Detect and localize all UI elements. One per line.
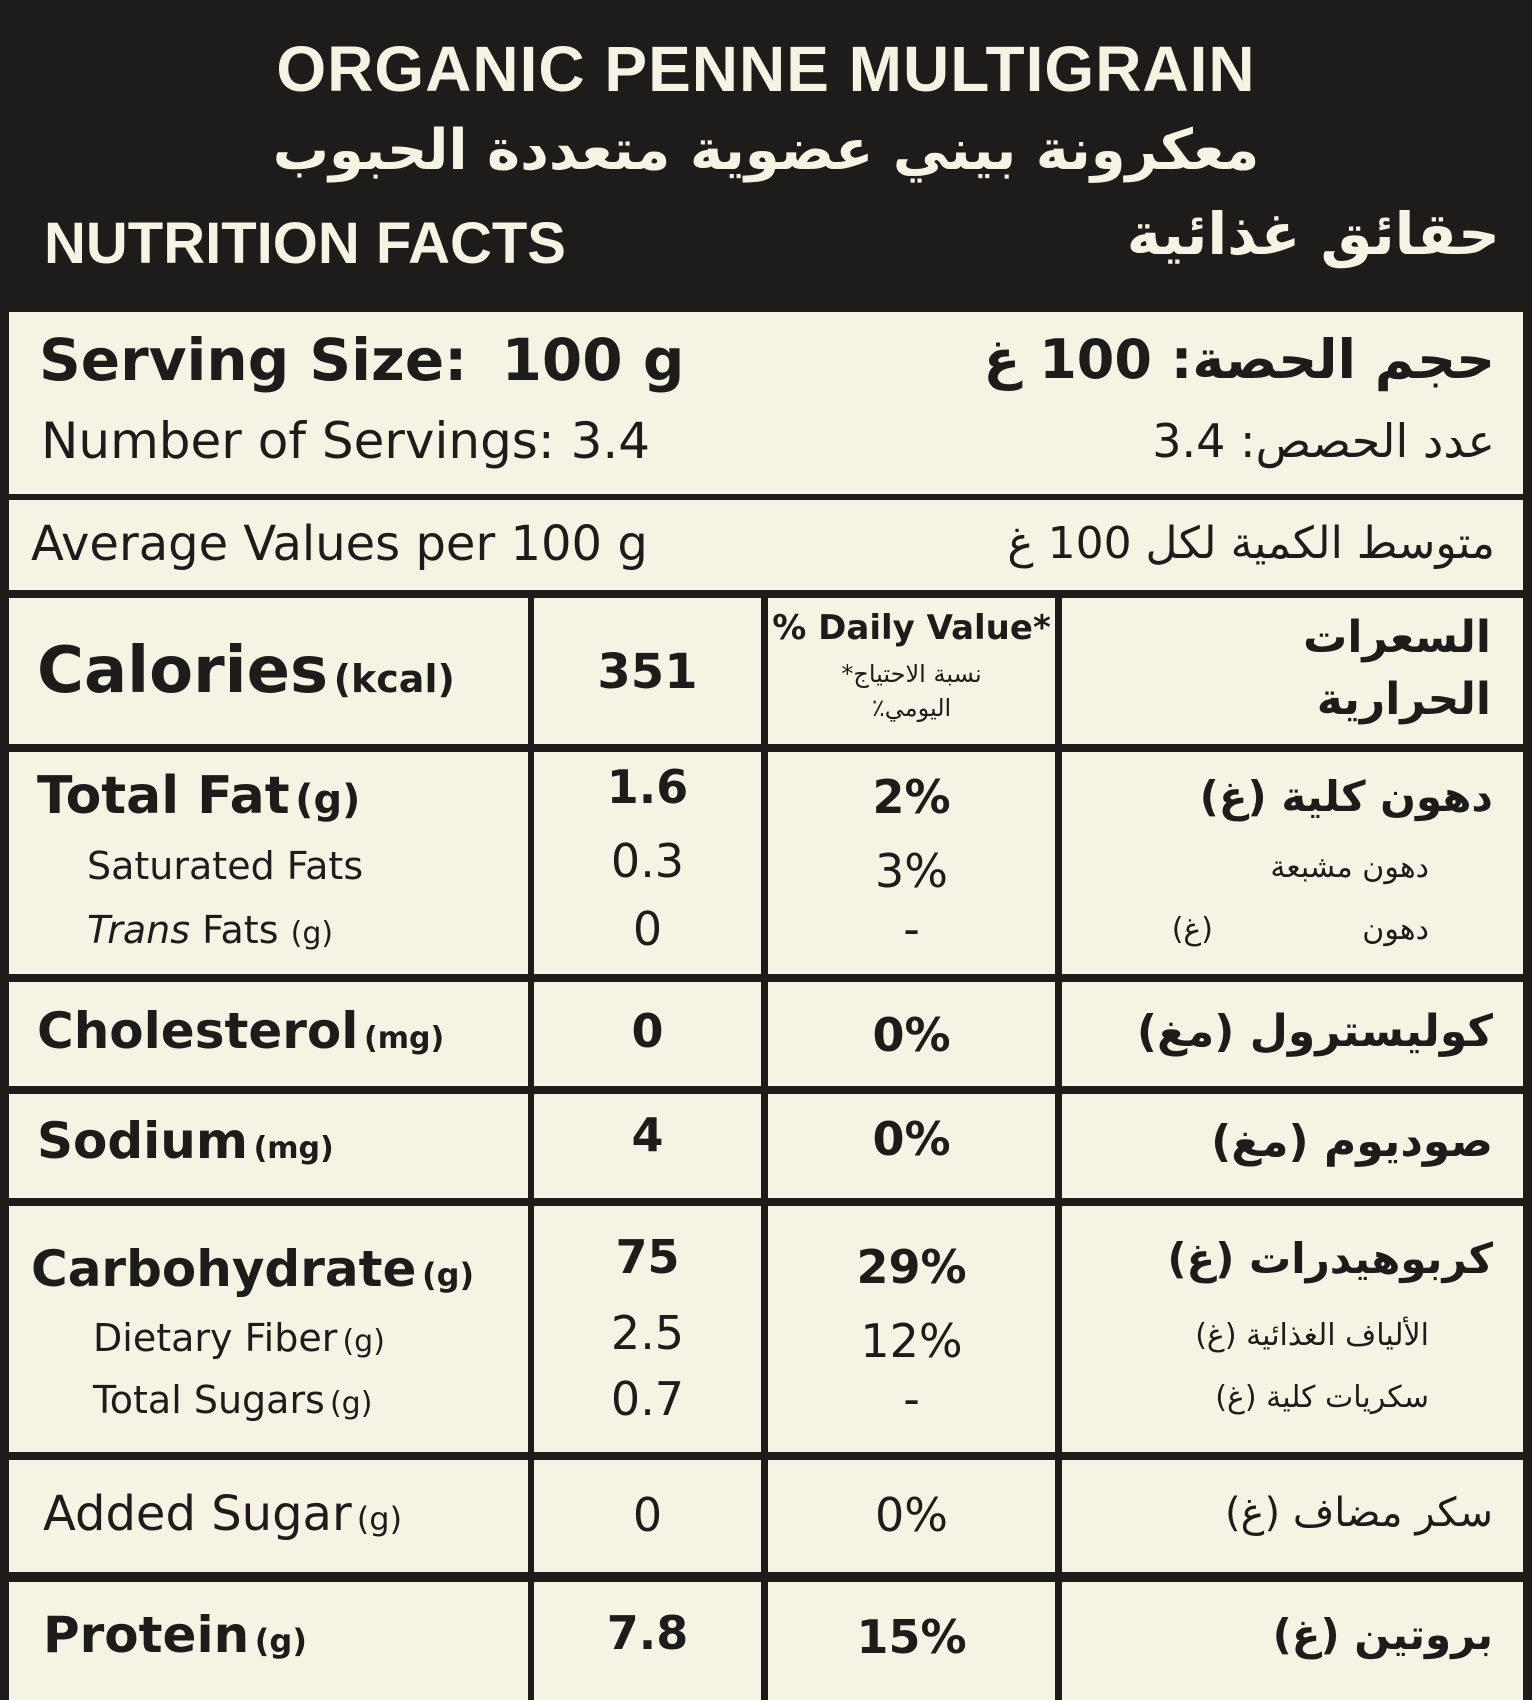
total-sugars-ar: سكريات كلية (غ) [1215,1380,1429,1415]
sodium-label-ar: صوديوم (مغ) [1211,1116,1493,1167]
carbohydrate-dv: 29% [856,1240,967,1294]
total-fat-label-ar: دهون كلية (غ) [1199,772,1493,821]
added-sugar-unit: (g) [356,1500,403,1538]
number-of-servings-en: Number of Servings: 3.4 [41,412,651,470]
protein-label [43,1606,307,1664]
saturated-fats-value: 0.3 [610,834,685,888]
average-values-en: Average Values per 100 g [31,516,648,572]
trans-fats-dv: - [903,902,920,956]
carbohydrate-label [31,1240,474,1298]
dietary-fiber-dv: 12% [860,1314,963,1368]
trans-fats-value: 0 [632,902,663,956]
serving-size-en [39,326,684,394]
nutrition-facts-heading-ar: حقائق غذائية [1126,200,1500,268]
fat-dv-cell [768,752,1055,974]
calories-label-text: Calories [37,634,329,708]
carbs-dv-cell [768,1206,1055,1452]
added-sugar-label-cell [9,1460,528,1572]
fat-ar-cell [1062,752,1523,974]
sodium-label [37,1112,334,1170]
serving-panel [9,312,1523,494]
calories-label-cell [9,598,528,744]
nutrition-facts-heading-en: NUTRITION FACTS [44,211,566,276]
calories-label [37,634,455,708]
total-sugars-text: Total Sugars [93,1378,325,1422]
total-fat-label [37,766,360,826]
daily-value-header-ar-2: اليومي٪ [871,694,952,722]
carbs-ar-cell [1062,1206,1523,1452]
fat-value-cell [534,752,761,974]
sodium-dv-cell [768,1094,1055,1198]
cholesterol-unit: (mg) [364,1021,445,1056]
trans-fats-label [87,908,333,952]
cholesterol-dv: 0% [872,1008,951,1062]
calories-label-ar-2: الحرارية [1316,674,1491,725]
protein-dv-cell [768,1582,1055,1700]
sodium-unit: (mg) [253,1131,334,1166]
saturated-fats-label: Saturated Fats [87,844,364,888]
total-sugars-dv: - [903,1372,920,1426]
total-sugars-unit: (g) [329,1386,373,1421]
calories-unit: (kcal) [333,657,455,701]
carbohydrate-value: 75 [615,1230,680,1284]
carbohydrate-label-text: Carbohydrate [31,1240,417,1298]
sodium-dv: 0% [872,1112,951,1166]
calories-value: 351 [597,644,698,700]
added-sugar-dv-cell [768,1460,1055,1572]
label-header [0,0,1532,310]
carbohydrate-unit: (g) [422,1256,475,1294]
added-sugar-value: 0 [632,1488,663,1542]
total-sugars-value: 0.7 [610,1372,685,1426]
sodium-ar-cell [1062,1094,1523,1198]
carbs-label-cell [9,1206,528,1452]
total-fat-value: 1.6 [606,760,689,814]
serving-size-ar: حجم الحصة: 100 غ [983,328,1495,391]
sodium-label-text: Sodium [37,1112,248,1170]
product-title-ar: معكرونة بيني عضوية متعددة الحبوب [272,118,1260,183]
total-sugars-label [93,1378,372,1422]
protein-value: 7.8 [606,1606,689,1660]
saturated-fats-ar: دهون مشبعة [1270,850,1429,885]
dietary-fiber-value: 2.5 [610,1306,685,1360]
dietary-fiber-text: Dietary Fiber [93,1316,338,1360]
trans-fats-ar: دهون [1362,912,1429,947]
fat-label-cell [9,752,528,974]
protein-label-ar: بروتين (غ) [1272,1610,1493,1659]
protein-dv: 15% [856,1610,967,1664]
added-sugar-label-ar: سكر مضاف (غ) [1225,1490,1493,1536]
calories-ar-cell [1062,598,1523,744]
cholesterol-label-cell [9,982,528,1086]
daily-value-header-en: % Daily Value* [772,608,1051,648]
serving-size-value: 100 g [501,326,685,394]
carbohydrate-label-ar: كربوهيدرات (غ) [1167,1234,1493,1283]
sodium-value: 4 [631,1108,664,1162]
serving-size-label: Serving Size: [39,326,468,394]
total-fat-label-text: Total Fat [37,766,290,826]
sodium-label-cell [9,1094,528,1198]
protein-label-text: Protein [43,1606,250,1664]
sodium-value-cell [534,1094,761,1198]
added-sugar-value-cell [534,1460,761,1572]
protein-label-cell [9,1582,528,1700]
carbs-value-cell [534,1206,761,1452]
trans-fats-text: Fats [202,908,279,952]
cholesterol-ar-cell [1062,982,1523,1086]
cholesterol-dv-cell [768,982,1055,1086]
daily-value-header-ar-1: نسبة الاحتياج* [841,660,982,688]
average-values-panel [9,500,1523,590]
cholesterol-label-ar: كوليسترول (مغ) [1136,1006,1493,1057]
trans-fats-ar-unit: (غ) [1171,912,1213,947]
total-fat-dv: 2% [872,770,951,824]
added-sugar-label [43,1486,402,1542]
product-title-en: ORGANIC PENNE MULTIGRAIN [276,33,1256,105]
cholesterol-value: 0 [631,1004,664,1058]
calories-label-ar-1: السعرات [1303,612,1491,663]
protein-unit: (g) [254,1622,307,1660]
total-fat-unit: (g) [295,777,361,823]
dietary-fiber-unit: (g) [342,1324,385,1359]
added-sugar-ar-cell [1062,1460,1523,1572]
protein-ar-cell [1062,1582,1523,1700]
dietary-fiber-label [93,1316,385,1360]
number-of-servings-ar: عدد الحصص: 3.4 [1152,414,1495,468]
protein-value-cell [534,1582,761,1700]
daily-value-header-cell [768,598,1055,744]
trans-fats-unit: (g) [290,916,334,951]
average-values-ar: متوسط الكمية لكل 100 غ [1007,518,1495,569]
cholesterol-value-cell [534,982,761,1086]
added-sugar-text: Added Sugar [43,1486,352,1542]
saturated-fats-dv: 3% [875,844,948,898]
added-sugar-dv: 0% [875,1488,948,1542]
cholesterol-label [37,1002,444,1060]
calories-value-cell [534,598,761,744]
trans-italic: Trans [87,908,191,952]
dietary-fiber-ar: الألياف الغذائية (غ) [1195,1318,1429,1353]
cholesterol-label-text: Cholesterol [37,1002,359,1060]
